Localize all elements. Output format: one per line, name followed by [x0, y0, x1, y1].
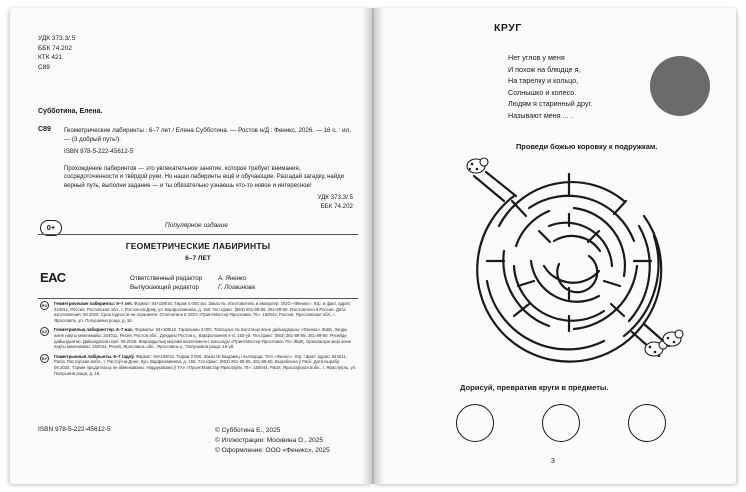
divider	[38, 298, 358, 299]
popular-edition-label: Популярное издание	[165, 222, 229, 229]
ladybug-icon	[663, 330, 683, 346]
imprint-text: Фармат: 84×108/16. Тыраж 3 000. Заказ № Выдавец і вытворца: ТАА «Фенікс». Юр. і факт. адрас: 344011, Расія, Растоўская вобл., г. Растоў-на-Доне, вул. Варфаламеева, д. 150. Тэл./факс: (863) 261-89-65, 261-89-50. Выраблена ў Расіі. Дата вырабу: 08.2025. Тэрмін прыдатнасці не абмежаваны. Надрукавана ў ТАА «ПрынтМайстар-Яраслаўль 76». 150044, Расія, Яраслаўская вобл., г. Яраслаўль, ул. Палушкіна роща, д. 16.	[54, 353, 357, 376]
ladybug-icon	[645, 341, 667, 356]
left-page	[10, 8, 372, 484]
age-rating-badge: 0+	[40, 220, 62, 236]
editor-name: Г. Логвинова	[218, 284, 255, 291]
circular-maze	[454, 156, 684, 366]
editors-block	[130, 274, 255, 292]
poem-line: На тарелку и кольцо,	[508, 76, 579, 86]
author-heading: Субботина, Елена.	[38, 108, 103, 115]
copyright-line: © Оформление: ООО «Феникс», 2025	[215, 447, 330, 454]
book-age: 6–7 ЛЕТ	[185, 255, 211, 262]
page-title: КРУГ	[494, 22, 522, 34]
drawing-task: Дорисуй, превратив круги в предметы.	[460, 383, 609, 392]
udc-line: УДК 373.3/.5	[38, 35, 76, 42]
udc-block	[38, 34, 75, 72]
book-gutter	[362, 8, 384, 484]
drawing-circle-icon[interactable]	[542, 404, 580, 442]
udc-right-line: УДК 373.3/.5	[317, 194, 353, 201]
maze-task: Проведи божью коровку к подружкам.	[516, 142, 658, 151]
author-mark-line: С89	[38, 63, 50, 71]
isbn-top: ISBN 978-5-222-45612-5	[64, 148, 134, 155]
annotation: Прохождение лабиринтов — это увлекательное занятие, которое требует внимания, сосредоточенности и твёрдой руки. Но наши лабиринты ещё и обучающие. Разгадай загадку, найди верный путь, выполни задание — и ты обязательно узнаешь что-то новое и интересное!	[64, 166, 345, 189]
bbk-line: ББК 74.202	[38, 44, 73, 52]
imprint-block	[38, 301, 358, 323]
poem-line: Людям я старинный друг.	[508, 99, 593, 109]
country-mark-icon: RU	[41, 303, 48, 308]
bibliographic-description: Геометрические лабиринты : 6–7 лет / Елена Субботина. — Ростов н/Д : Феникс, 2026. — 16 с. : ил. — (3 добрый путь!).	[64, 127, 351, 143]
answer-circle-icon	[650, 56, 710, 116]
imprint-block	[38, 327, 358, 349]
author-mark: С89	[38, 126, 51, 133]
imprint-title: Геометриялық лабиринттер. 6–7 жас.	[54, 327, 134, 333]
ladybug-icon	[467, 158, 488, 173]
book-title: ГЕОМЕТРИЧЕСКИЕ ЛАБИРИНТЫ	[125, 241, 271, 251]
copyright-line: © Субботина Е., 2025	[215, 427, 281, 434]
poem-line: Солнышко и колесо.	[508, 87, 577, 97]
editor-role: Ответственный редактор	[130, 275, 203, 282]
country-mark-icon: KZ	[41, 329, 48, 335]
editor-row	[130, 283, 255, 292]
ktk-line: КТК 421	[38, 54, 63, 61]
copyright-block	[215, 426, 330, 456]
poem-line: Нет углов у меня	[508, 53, 565, 62]
book-spread	[10, 8, 736, 484]
drawing-circle-icon[interactable]	[456, 404, 494, 442]
copyright-line: © Иллюстрации: Москвина О., 2025	[215, 437, 324, 444]
poem-line: И похож на блюдце я,	[508, 64, 581, 74]
bbk-right-line: ББК 74.202	[320, 203, 353, 210]
imprint-title: Геаметрычныя лабірынты. 6–7 гадоў.	[54, 353, 135, 359]
imprint-text: Форматы: 84×108/16. Таралымы 3 000. Тапсырыс № Болтағыр және дайындаушы: «Феникс» ЖШҚ. Заңды және нақты мекенжайы: 344011, Ресей, Ростов обл., Дондағы Ростов қ., Варфоломеев к-сі, 150-үй. Тел./факс: (863) 261-89-65, 261-89-50. Ресейде дайындалған. Дайындалған күні: 08.2025. Жарамдылық мерзімі шектелмеген. Басылды «ПринтМастер-Ярославль 76» ЖШҚ. Орналасқан жері және нақты мекенжайы: 150044, Ресей, Ярославль обл., Ярославль қ., Полушкина роща, 16-үй.	[54, 327, 352, 350]
eac-mark-icon: ЕАС	[40, 270, 66, 285]
page-number: 3	[551, 458, 555, 465]
imprint-block	[38, 354, 358, 376]
editor-name: А. Яненко	[218, 275, 247, 282]
drawing-circle-icon[interactable]	[628, 404, 666, 442]
riddle-poem	[508, 52, 592, 122]
imprint-text: Формат: 84×108/16. Тираж 3 000 экз. Заказ №. Изготовитель и импортер: ООО «Феникс». Юр. и факт. адрес: 344011, Россия, Ростовская обл., г. Ростов-на-Дону, ул. Варфоломеева, д. 150. Тел./факс: (863) 261-89-65, 261-89-50. Изготовлено в России. Дата изготовления: 08.2025. Срок годности не ограничен. Отпечатано в ООО «ПринтМастер-Ярославль 76». 150044, Россия, Ярославская обл., г. Ярославль, ул. Полушкина роща, д. 16.	[54, 301, 352, 323]
country-mark-icon: BY	[41, 355, 48, 361]
imprint-title: Геометрические лабиринты: 6–7 лет.	[54, 301, 133, 306]
isbn-bottom: ISBN 978-5-222-45612-5	[38, 426, 111, 433]
divider	[38, 234, 358, 235]
udc-right-block	[305, 193, 353, 211]
editor-row	[130, 274, 255, 283]
right-page	[374, 8, 736, 484]
poem-line: Называют меня ... .	[508, 110, 573, 120]
imprint-section	[38, 301, 358, 380]
editor-role: Выпускающий редактор	[130, 284, 199, 291]
